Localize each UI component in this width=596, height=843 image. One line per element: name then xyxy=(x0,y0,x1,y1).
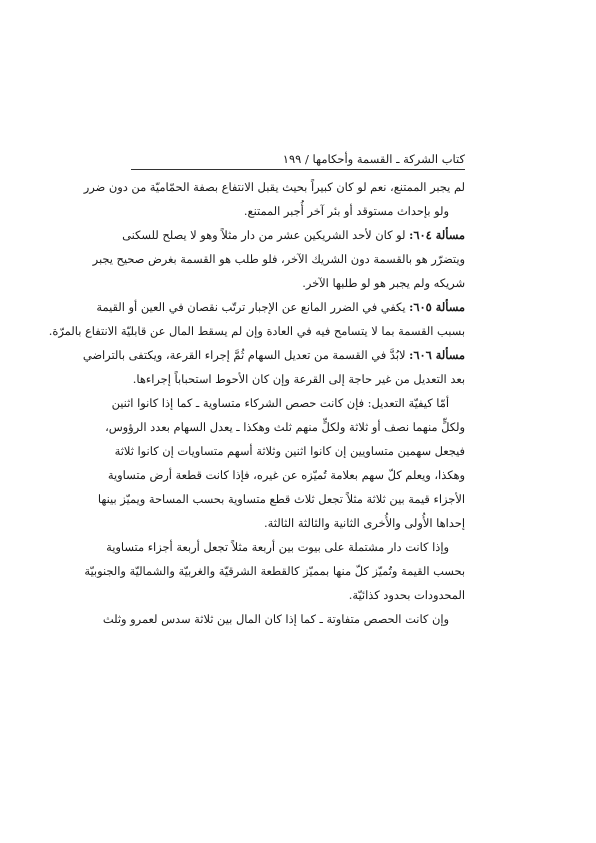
text-line: وإن كانت الحصص متفاوتة ـ كما إذا كان المال بين ثلاثة سدس لعمرو وثلث xyxy=(102,612,449,626)
text-line: أمّا كيفيّة التعديل: فإن كانت حصص الشركاء متساوية ـ كما إذا كانوا اثنين xyxy=(111,396,449,410)
text-line: ويتضرّر هو بالقسمة دون الشريك الآخر، فلو طلب هو القسمة بغرض صحيح يجبر xyxy=(92,252,465,266)
text-line: لم يجبر الممتنع، نعم لو كان كبيراً بحيث يقبل الانتفاع بصفة الحمّاميّة من دون ضرر xyxy=(83,180,465,194)
text-line-fragment: يكفي في الضرر المانع عن الإجبار ترتّب نقصان في العين أو القيمة xyxy=(96,300,410,314)
text-line: إحداها الأُولى والأُخرى الثانية والثالثة الثالثة. xyxy=(264,516,465,530)
text-line: وإذا كانت دار مشتملة على بيوت بين أربعة مثلاً تجعل أربعة أجزاء متساوية xyxy=(106,540,449,554)
text-line: الأجزاء قيمة بين ثلاثة مثلاً تجعل ثلاث قطع متساوية بحسب المساحة ويميّز بينها xyxy=(97,492,465,506)
text-line: وهكذا، ويعلم كلّ سهم بعلامة تُميّزه عن غيره، فإذا كانت قطعة أرض متساوية xyxy=(107,468,465,482)
text-line: فيجعل سهمين متساويين إن كانوا اثنين وثلاثة أسهم متساويات إن كانوا ثلاثة xyxy=(114,444,465,458)
issue-label: مسألة ٦٠٦: xyxy=(409,348,465,362)
text-line-fragment: لابُدَّ في القسمة من تعديل السهام ثُمَّ إجراء القرعة، ويكتفى بالتراضي xyxy=(82,348,410,362)
text-line: بسبب القسمة بما لا يتسامح فيه في العادة وإن لم يسقط المال عن قابليّة الانتفاع بالمرّة. xyxy=(48,324,465,338)
issue-label: مسألة ٦٠٤: xyxy=(409,228,465,242)
header-divider xyxy=(131,169,465,170)
issue-heading-line xyxy=(82,343,465,367)
text-line: ولو بإحداث مستوقد أو بئر آخر أُجبر الممتنع. xyxy=(243,204,449,218)
issue-label: مسألة ٦٠٥: xyxy=(409,300,465,314)
main-text xyxy=(48,175,465,631)
running-header-title: كتاب الشركة ـ القسمة وأحكامها / ١٩٩ xyxy=(282,152,465,166)
text-line: المحدودات بحدود كذائيّة. xyxy=(348,588,465,602)
issue-heading-line xyxy=(122,223,465,247)
text-line: بحسب القيمة وتُميّز كلّ منها بمميّز كالقطعة الشرقيّة والغربيّة والشماليّة والجنوبيّة xyxy=(84,564,465,578)
issue-heading-line xyxy=(96,295,465,319)
text-line: ولكلٍّ منهما نصف أو ثلاثة ولكلٍّ منهم ثلث وهكذا ـ يعدل السهام بعدد الرؤوس، xyxy=(105,420,465,434)
text-line: شريكه ولم يجبر هو لو طلبها الآخر. xyxy=(302,276,465,290)
text-line-fragment: لو كان لأحد الشريكين عشر من دار مثلاً وهو لا يصلح للسكنى xyxy=(122,228,410,242)
running-header xyxy=(131,152,465,166)
text-line: بعد التعديل من غير حاجة إلى القرعة وإن كان الأحوط استحباباً إجراءها. xyxy=(132,372,465,386)
